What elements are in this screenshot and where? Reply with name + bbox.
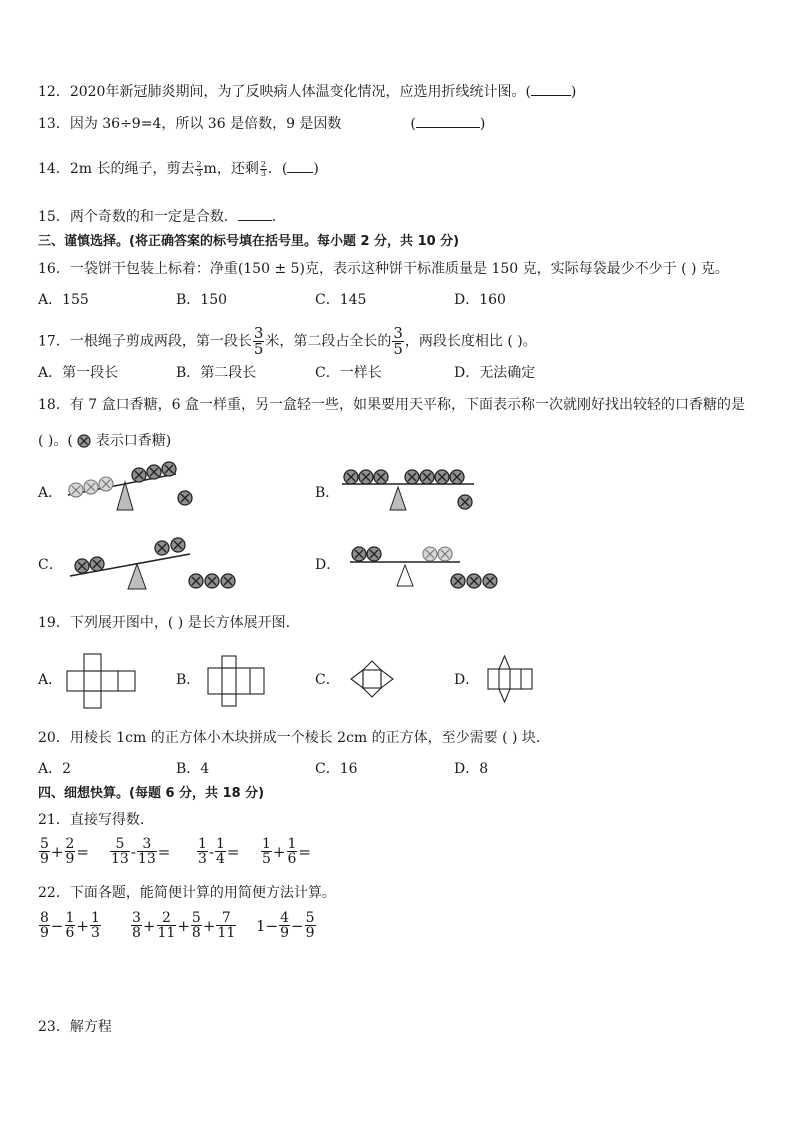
calc-item: $\frac{1}{5}$ + $\frac{1}{6}$ = xyxy=(262,836,311,867)
answer-blank[interactable] xyxy=(416,115,480,128)
fraction: $\frac{2}{3}$ xyxy=(196,159,202,178)
section-3-heading: 三、谨慎选择。(将正确答案的标号填在括号里。每小题 2 分，共 10 分) xyxy=(38,234,460,249)
net-a xyxy=(67,654,135,708)
question-17: 17．一根绳子剪成两段，第一段长 $\frac{3}{5}$ 米，第二段占全长的 $\frac{3}{5}$ ，两段长度相比 ( )。 xyxy=(38,324,537,358)
option-c[interactable]: C． xyxy=(38,557,63,573)
option-b[interactable]: B． xyxy=(176,672,201,688)
option-c[interactable]: C．145 xyxy=(315,292,367,308)
fraction: $\frac{3}{5}$ xyxy=(393,324,403,358)
balance-c xyxy=(70,538,235,589)
option-a[interactable]: A．第一段长 xyxy=(38,365,119,381)
option-b[interactable]: B．4 xyxy=(176,761,210,777)
question-12: 12．2020年新冠肺炎期间，为了反映病人体温变化情况，应选用折线统计图。( ) xyxy=(38,84,577,100)
question-19: 19．下列展开图中，( ) 是长方体展开图. xyxy=(38,615,291,631)
expression-1: $\frac{8}{9}$ − $\frac{1}{6}$ + $\frac{1}{3}$ xyxy=(40,910,100,941)
expression-2: $\frac{3}{8}$ + $\frac{2}{11}$ + $\frac{5}{8}$ + $\frac{7}{11}$ xyxy=(132,910,236,941)
option-c[interactable]: C． xyxy=(315,672,340,688)
balance-b xyxy=(342,470,474,510)
option-d[interactable]: D．160 xyxy=(454,292,506,308)
net-b xyxy=(208,656,264,706)
answer-blank[interactable] xyxy=(531,83,571,96)
option-a[interactable]: A． xyxy=(38,672,63,688)
question-21: 21．直接写得数. xyxy=(38,812,145,828)
question-22: 22．下面各题，能简便计算的用简便方法计算。 xyxy=(38,885,336,901)
option-d[interactable]: D．8 xyxy=(454,761,489,777)
option-d[interactable]: D． xyxy=(315,557,341,573)
calc-item: $\frac{1}{3}$ - $\frac{1}{4}$ = xyxy=(198,836,240,867)
option-d[interactable]: D．无法确定 xyxy=(454,365,536,381)
question-18: 18．有 7 盒口香糖，6 盒一样重，另一盒轻一些，如果要用天平称，下面表示称一次就刚好找出较轻的口香糖的是 xyxy=(38,397,745,413)
question-23: 23．解方程 xyxy=(38,1019,112,1035)
expression-3: 1− $\frac{4}{9}$ − $\frac{5}{9}$ xyxy=(256,910,315,941)
option-b[interactable]: B．150 xyxy=(176,292,228,308)
question-13: 13．因为 36÷9=4，所以 36 是倍数，9 是因数 ( ) xyxy=(38,116,486,132)
option-b[interactable]: B．第二段长 xyxy=(176,365,257,381)
fraction: $\frac{2}{3}$ xyxy=(260,159,266,178)
calc-item: $\frac{5}{13}$ - $\frac{3}{13}$ = xyxy=(111,836,171,867)
balance-d xyxy=(350,547,497,588)
fraction: $\frac{3}{5}$ xyxy=(253,324,264,358)
option-b[interactable]: B． xyxy=(315,485,340,501)
question-16: 16．一袋饼干包装上标着：净重(150 ± 5)克，表示这种饼干标准质量是 150 克，实际每袋最少不少于 ( ) 克。 xyxy=(38,261,729,277)
option-d[interactable]: D． xyxy=(454,672,480,688)
answer-blank[interactable] xyxy=(238,208,272,221)
question-14: 14．2m 长的绳子，剪去 $\frac{2}{3}$ m，还剩 $\frac{2}{3}$ ．( ) xyxy=(38,159,319,178)
option-a[interactable]: A． xyxy=(38,485,63,501)
answer-blank[interactable] xyxy=(287,160,313,173)
option-c[interactable]: C．16 xyxy=(315,761,358,777)
question-15: 15．两个奇数的和一定是合数． ． xyxy=(38,209,286,225)
net-c xyxy=(351,661,393,697)
option-a[interactable]: A．2 xyxy=(38,761,72,777)
calc-item: $\frac{5}{9}$ + $\frac{2}{9}$ = xyxy=(40,836,89,867)
balance-a xyxy=(68,462,192,510)
section-4-heading: 四、细想快算。(每题 6 分，共 18 分) xyxy=(38,786,265,801)
net-d xyxy=(488,656,532,702)
gum-icon xyxy=(77,434,91,448)
question-18-line2: ( )。( 表示口香糖) xyxy=(38,433,172,449)
question-20: 20．用棱长 1cm 的正方体小木块拼成一个棱长 2cm 的正方体，至少需要 ( ) 块. xyxy=(38,730,541,746)
option-c[interactable]: C．一样长 xyxy=(315,365,382,381)
option-a[interactable]: A．155 xyxy=(38,292,89,308)
